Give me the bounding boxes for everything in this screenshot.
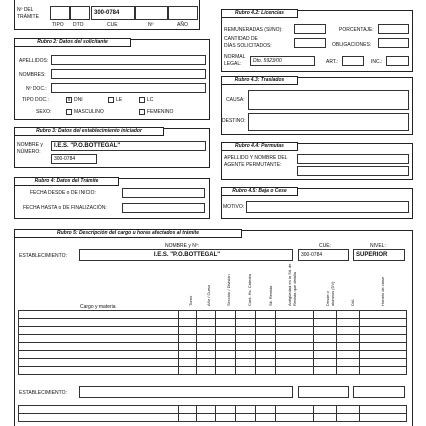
table-cell[interactable]: [360, 319, 407, 327]
table-cell[interactable]: [236, 414, 256, 422]
nombre-numero-label-2: NÚMERO:: [17, 149, 41, 155]
table-cell[interactable]: [314, 319, 337, 327]
table-cell[interactable]: [178, 414, 196, 422]
table-cell[interactable]: [19, 311, 179, 319]
table-cell[interactable]: [276, 367, 314, 375]
femenino-label: FEMENINO: [147, 109, 174, 115]
table-row: [19, 414, 407, 422]
permutante-label-1: APELLIDO Y NOMBRE DEL: [224, 155, 288, 161]
table-cell[interactable]: [314, 367, 337, 375]
rubro5-nivel-field[interactable]: SUPERIOR: [353, 249, 405, 261]
femenino-checkbox[interactable]: [139, 109, 145, 115]
inc-label: INC.:: [371, 59, 383, 65]
tramite-cue-field[interactable]: 300-0784: [91, 6, 135, 20]
nombres-label: NOMBRES:: [19, 72, 46, 78]
cargos-table: [18, 310, 407, 375]
table-cell[interactable]: [256, 319, 276, 327]
table-cell[interactable]: [337, 319, 360, 327]
cargos-table-2: [18, 405, 407, 422]
table-cell[interactable]: [178, 319, 196, 327]
table-cell[interactable]: [196, 327, 216, 335]
table-cell[interactable]: [276, 327, 314, 335]
table-cell[interactable]: [19, 406, 179, 414]
table-cell[interactable]: [256, 311, 276, 319]
masculino-checkbox[interactable]: [66, 109, 72, 115]
sexo-label: SEXO:: [36, 109, 52, 115]
establecimiento-iniciador-cue-field[interactable]: 300-0784: [51, 154, 97, 164]
cantidad-label-1: CANTIDAD DE: [224, 36, 258, 42]
table-cell[interactable]: [178, 343, 196, 351]
table-cell[interactable]: [236, 359, 256, 367]
masculino-label: MASCULINO: [74, 109, 104, 115]
table-cell[interactable]: [360, 351, 407, 359]
rubro5-nombre-nro-label: NOMBRE y Nº:: [165, 243, 200, 249]
rubro3-title: Rubro 3: Datos del establecimiento iniciador: [14, 127, 164, 136]
table-cell[interactable]: [314, 359, 337, 367]
table-cell[interactable]: [337, 311, 360, 319]
table-cell[interactable]: [178, 367, 196, 375]
table-cell[interactable]: [256, 367, 276, 375]
col-cant-hs-catedra: Cant. Hs. Cátedra: [247, 273, 252, 306]
table-cell[interactable]: [216, 414, 236, 422]
rubro2-section: [14, 39, 210, 120]
rubro5-establecimiento-label-2: ESTABLECIMIENTO:: [19, 390, 67, 396]
lc-label: LC: [147, 97, 154, 103]
table-row: [19, 359, 407, 367]
rubro44-title: Rubro 4.4: Permutas: [221, 142, 298, 151]
le-label: LE: [116, 97, 123, 103]
table-cell[interactable]: [236, 311, 256, 319]
table-cell[interactable]: [236, 406, 256, 414]
dni-checkbox[interactable]: x: [67, 97, 71, 103]
table-cell[interactable]: [236, 327, 256, 335]
rubro5-nivel-field-2[interactable]: [353, 386, 405, 398]
table-cell[interactable]: [216, 319, 236, 327]
table-cell[interactable]: [276, 311, 314, 319]
table-cell[interactable]: [360, 406, 407, 414]
table-cell[interactable]: [196, 359, 216, 367]
table-cell[interactable]: [216, 359, 236, 367]
nro-doc-label: Nº DOC.:: [26, 86, 47, 92]
normal-label-1: NORMAL: [224, 54, 246, 60]
art-label: ART.:: [326, 59, 339, 65]
rubro42-title: Rubro 4.2: Licencias: [221, 9, 298, 18]
permutante-field-2[interactable]: [297, 166, 409, 176]
tramite-label-1: Nº DEL: [17, 7, 34, 13]
apellidos-label: APELLIDOS:: [19, 58, 49, 64]
tramite-col-anio: AÑO: [177, 22, 188, 28]
col-anio-curso: Año / Curso: [206, 284, 211, 306]
table-cell[interactable]: [360, 359, 407, 367]
table-cell[interactable]: [337, 414, 360, 422]
table-cell[interactable]: [256, 414, 276, 422]
col-antiguedad: Antigüedad en la Sit. de Revista que detalla: [287, 263, 297, 306]
table-cell[interactable]: [276, 351, 314, 359]
tramite-anio-field[interactable]: [168, 6, 198, 20]
rubro5-cue-label: CUE:: [319, 243, 331, 249]
rubro5-cue-field[interactable]: 300-0784: [298, 249, 349, 261]
table-cell[interactable]: [276, 343, 314, 351]
table-cell[interactable]: [236, 319, 256, 327]
art-field[interactable]: [342, 56, 364, 66]
tramite-col-cue: CUE: [107, 22, 118, 28]
permutante-field-1[interactable]: [297, 154, 409, 164]
tramite-col-tipo: TIPO: [52, 22, 64, 28]
tramite-tipo-field[interactable]: [50, 6, 70, 20]
tramite-nro-field[interactable]: [135, 6, 168, 20]
table-cell[interactable]: [196, 367, 216, 375]
nombres-field[interactable]: [51, 69, 206, 79]
table-cell[interactable]: [216, 311, 236, 319]
table-cell[interactable]: [256, 343, 276, 351]
destino-label: DESTINO:: [222, 118, 246, 124]
table-cell[interactable]: [256, 359, 276, 367]
table-cell[interactable]: [178, 406, 196, 414]
table-cell[interactable]: [196, 343, 216, 351]
table-cell[interactable]: [360, 311, 407, 319]
table-cell[interactable]: [19, 319, 179, 327]
table-cell[interactable]: [196, 351, 216, 359]
cargos-table-body: [19, 311, 407, 375]
table-cell[interactable]: [196, 311, 216, 319]
table-cell[interactable]: [196, 414, 216, 422]
lc-checkbox[interactable]: [139, 97, 145, 103]
table-cell[interactable]: [337, 335, 360, 343]
table-cell[interactable]: [178, 351, 196, 359]
table-cell[interactable]: [19, 414, 179, 422]
table-cell[interactable]: [216, 406, 236, 414]
fecha-hasta-label: FECHA HASTA o DE FINALIZACIÓN:: [23, 205, 107, 211]
rubro5-establecimiento-field-2[interactable]: [79, 386, 293, 398]
destino-field[interactable]: [248, 113, 409, 131]
table-cell[interactable]: [314, 343, 337, 351]
tipo-doc-label: TIPO DOC.:: [22, 97, 49, 103]
permutante-label-2: AGENTE PERMUTANTE:: [224, 162, 282, 168]
nombre-numero-label-1: NOMBRE y: [17, 142, 43, 148]
causa-label: CAUSA:: [226, 97, 245, 103]
table-cell[interactable]: [337, 367, 360, 375]
table-cell[interactable]: [314, 351, 337, 359]
fecha-hasta-field[interactable]: [122, 203, 205, 213]
table-cell[interactable]: [236, 343, 256, 351]
table-cell[interactable]: [216, 335, 236, 343]
rubro5-establecimiento-field[interactable]: I.E.S. "P.O.BOTTEGAL": [79, 249, 293, 261]
table-cell[interactable]: [19, 351, 179, 359]
table-cell[interactable]: [360, 327, 407, 335]
table-cell[interactable]: [276, 359, 314, 367]
obligaciones-field[interactable]: [378, 38, 409, 48]
col-horario: Horario de clase: [380, 276, 385, 306]
table-cell[interactable]: [276, 414, 314, 422]
table-row: [19, 351, 407, 359]
remuneradas-field[interactable]: [294, 24, 326, 34]
le-checkbox[interactable]: [108, 97, 114, 103]
table-cell[interactable]: [196, 319, 216, 327]
table-cell[interactable]: [256, 335, 276, 343]
table-row: [19, 319, 407, 327]
table-cell[interactable]: [178, 335, 196, 343]
table-cell[interactable]: [360, 343, 407, 351]
col-cargo-materia: Cargo y materia: [80, 304, 116, 310]
table-cell[interactable]: [19, 367, 179, 375]
motivo-field[interactable]: [246, 201, 409, 213]
table-cell[interactable]: [178, 311, 196, 319]
table-cell[interactable]: [178, 359, 196, 367]
table-cell[interactable]: [216, 327, 236, 335]
table-cell[interactable]: [360, 335, 407, 343]
table-cell[interactable]: [314, 311, 337, 319]
col-turno: Turno: [188, 295, 193, 306]
table-cell[interactable]: [216, 367, 236, 375]
table-cell[interactable]: [19, 343, 179, 351]
nro-doc-field[interactable]: [51, 83, 206, 93]
table-cell[interactable]: [19, 327, 179, 335]
table-cell[interactable]: [360, 367, 407, 375]
tramite-col-dto: DTO: [73, 22, 84, 28]
table-row: [19, 327, 407, 335]
table-cell[interactable]: [314, 406, 337, 414]
rubro4-title: Rubro 4: Datos del Trámite: [14, 177, 119, 186]
porcentaje-field[interactable]: [378, 24, 409, 34]
col-seccion-division: Sección / División: [226, 274, 231, 306]
table-cell[interactable]: [276, 406, 314, 414]
table-cell[interactable]: [19, 359, 179, 367]
table-cell[interactable]: [314, 327, 337, 335]
tramite-dto-field[interactable]: [70, 6, 90, 20]
cantidad-label-2: DÍAS SOLICITADOS:: [224, 43, 272, 49]
obligaciones-label: OBLIGACIONES:: [332, 42, 372, 48]
table-cell[interactable]: [256, 406, 276, 414]
col-sit-revista: Sit. Revista: [268, 285, 273, 306]
table-cell[interactable]: [337, 343, 360, 351]
decreto-field[interactable]: Dto. 5923/00: [250, 56, 315, 66]
dni-label: DNI: [74, 97, 83, 103]
col-desde-alumnos: Desde o alumnos (DV): [325, 281, 335, 306]
remuneradas-label: REMUNERADAS (SI/NO):: [224, 27, 283, 33]
table-cell[interactable]: [337, 406, 360, 414]
rubro43-title: Rubro 4.3: Traslados: [221, 76, 298, 85]
table-cell[interactable]: [337, 327, 360, 335]
table-cell[interactable]: [196, 335, 216, 343]
apellidos-field[interactable]: [51, 55, 206, 65]
tramite-label-2: TRÁMITE: [17, 14, 39, 20]
tramite-col-nro: Nº: [148, 22, 154, 28]
table-cell[interactable]: [236, 335, 256, 343]
table-cell[interactable]: [337, 351, 360, 359]
fecha-desde-field[interactable]: [122, 188, 205, 198]
table-cell[interactable]: [178, 327, 196, 335]
table-cell[interactable]: [196, 406, 216, 414]
rubro2-title: Rubro 2: Datos del solicitante: [14, 38, 131, 47]
table-row: [19, 343, 407, 351]
rubro5-cue-field-2[interactable]: [298, 386, 349, 398]
table-cell[interactable]: [314, 414, 337, 422]
rubro45-title: Rubro 4.5: Baja o Cese: [221, 187, 298, 196]
table-cell[interactable]: [216, 351, 236, 359]
table-cell[interactable]: [256, 327, 276, 335]
rubro5-establecimiento-label: ESTABLECIMIENTO:: [19, 253, 67, 259]
table-row: [19, 367, 407, 375]
inc-field[interactable]: [386, 56, 409, 66]
rubro5-nivel-label: NIVEL:: [370, 243, 386, 249]
table-cell[interactable]: [236, 351, 256, 359]
motivo-label: MOTIVO:: [223, 204, 245, 210]
table-row: [19, 311, 407, 319]
table-row: [19, 406, 407, 414]
fecha-desde-label: FECHA DESDE o DE INICIO:: [30, 190, 96, 196]
table-cell[interactable]: [276, 319, 314, 327]
table-row: [19, 335, 407, 343]
table-cell[interactable]: [256, 351, 276, 359]
table-cell[interactable]: [360, 414, 407, 422]
rubro5-title: Rubro 5: Descripción del cargo u horas afectados al trámite: [14, 229, 242, 238]
causa-field[interactable]: [248, 90, 409, 110]
table-cell[interactable]: [236, 367, 256, 375]
establecimiento-iniciador-field[interactable]: I.E.S. "P.O.BOTTEGAL": [51, 141, 206, 151]
cantidad-dias-field[interactable]: [294, 38, 326, 48]
table-cell[interactable]: [314, 335, 337, 343]
porcentaje-label: PORCENTAJE:: [339, 27, 374, 33]
table-cell[interactable]: [19, 335, 179, 343]
table-cell[interactable]: [337, 359, 360, 367]
normal-label-2: LEGAL:: [224, 61, 242, 67]
table-cell[interactable]: [276, 335, 314, 343]
table-cell[interactable]: [216, 343, 236, 351]
col-dia: DIA: [350, 299, 355, 306]
